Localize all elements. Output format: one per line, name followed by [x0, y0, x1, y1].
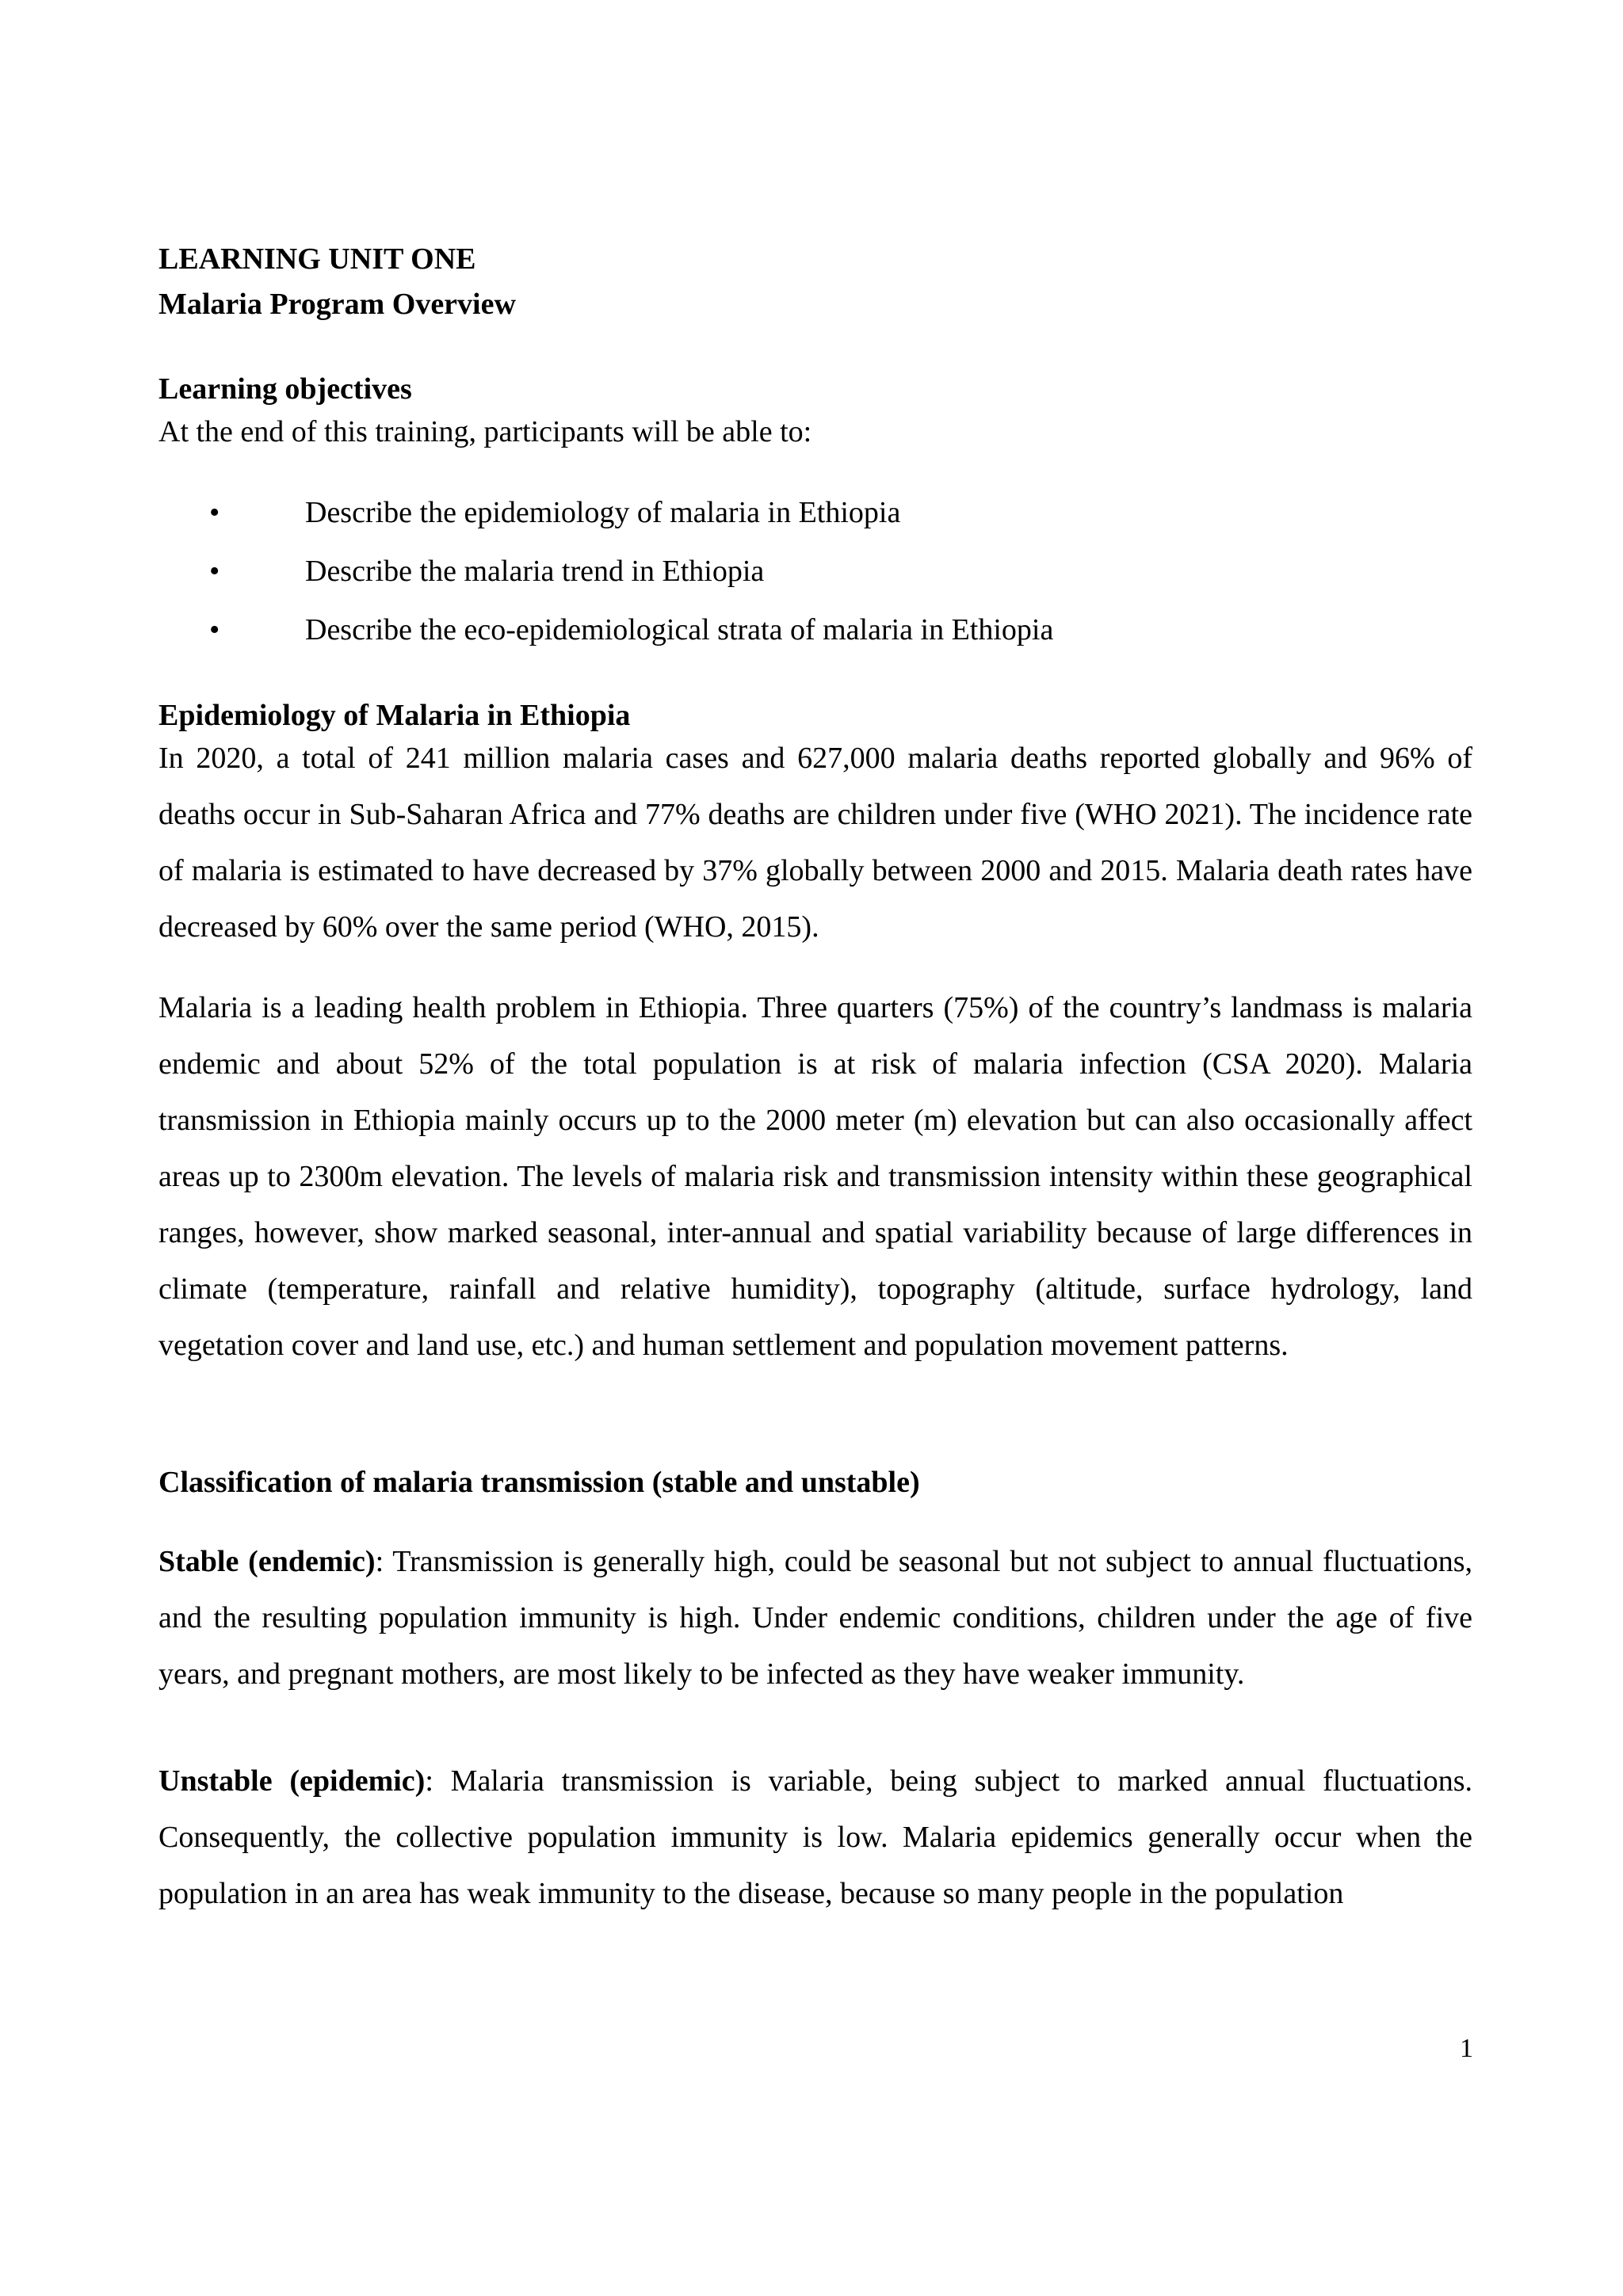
unstable-paragraph [158, 1753, 1472, 1922]
epidemiology-paragraph-2: Malaria is a leading health problem in Ethiopia. Three quarters (75%) of the country’s landmass is malaria endemic and about 52% of the total population is at risk of malaria infection (CSA 2020). Malaria transmission in Ethiopia mainly occurs up to the 2000 meter (m) elevation but can also occasionally affect areas up to 2300m elevation. The levels of malaria risk and transmission intensity within these geographical ranges, however, show marked seasonal, inter-annual and spatial variability because of large differences in climate (temperature, rainfall and relative humidity), topography (altitude, surface hydrology, land vegetation cover and land use, etc.) and human settlement and population movement patterns. [158, 991, 1472, 1362]
list-item-text: Describe the malaria trend in Ethiopia [305, 555, 765, 588]
epidemiology-paragraph-1: In 2020, a total of 241 million malaria cases and 627,000 malaria deaths reported globally and 96% of deaths occur in Sub-Saharan Africa and 77% deaths are children under five (WHO 2021). The incidence rate of malaria is estimated to have decreased by 37% globally between 2000 and 2015. Malaria death rates have decreased by 60% over the same period (WHO, 2015). [158, 742, 1472, 944]
unit-title: LEARNING UNIT ONE [158, 242, 476, 276]
bullet-icon: • [209, 613, 220, 646]
classification-heading: Classification of malaria transmission (stable and unstable) [158, 1466, 920, 1499]
unit-subtitle: Malaria Program Overview [158, 288, 516, 321]
page-number: 1 [1460, 2034, 1473, 2063]
bullet-icon: • [209, 555, 220, 588]
epidemiology-heading: Epidemiology of Malaria in Ethiopia [158, 699, 631, 732]
objectives-heading: Learning objectives [158, 372, 412, 406]
bullet-icon: • [209, 496, 220, 529]
unstable-term: Unstable (epidemic) [158, 1764, 426, 1798]
list-item-text: Describe the eco-epidemiological strata of malaria in Ethiopia [305, 613, 1054, 646]
list-item-text: Describe the epidemiology of malaria in Ethiopia [305, 496, 901, 529]
objectives-intro: At the end of this training, participants will be able to: [158, 415, 812, 448]
stable-term: Stable (endemic) [158, 1545, 376, 1578]
unstable-text: : Malaria transmission is variable, being subject to marked annual fluctuations. Consequently, the collective population immunity is low. Malaria epidemics generally occur when the population in an area has weak immunity to the disease, because so many people in the population [158, 1764, 1472, 1910]
stable-text: : Transmission is generally high, could be seasonal but not subject to annual fluctuations, and the resulting population immunity is high. Under endemic conditions, children under the age of five years, and pregnant mothers, are most likely to be infected as they have weaker immunity. [158, 1545, 1473, 1691]
stable-paragraph [158, 1534, 1472, 1703]
